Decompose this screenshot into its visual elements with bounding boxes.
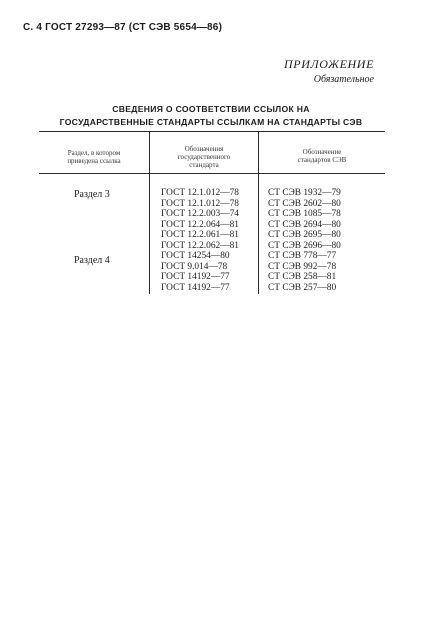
sev-column <box>268 188 341 293</box>
table-top-rule <box>39 131 385 132</box>
sev-entry: СТ СЭВ 258—81 <box>268 272 337 282</box>
sev-entry: СТ СЭВ 992—78 <box>268 261 337 272</box>
sev-entry: СТ СЭВ 2602—80 <box>268 198 341 209</box>
gost-entry: ГОСТ 12.2.003—74 <box>161 209 239 219</box>
column-header-section-line2: приведена ссылка <box>67 157 121 165</box>
appendix-block <box>284 57 374 85</box>
gost-entry: ГОСТ 14254—80 <box>161 251 230 261</box>
column-header-gost-line3: стандарта <box>189 161 219 169</box>
gost-entry: ГОСТ 12.2.064—81 <box>161 219 239 230</box>
column-header-gost-line2: государственного <box>177 153 231 161</box>
column-header-section <box>40 149 148 165</box>
document-title-line1: СВЕДЕНИЯ О СООТВЕТСТВИИ ССЫЛОК НА <box>112 104 310 114</box>
gost-entry: ГОСТ 12.2.061—81 <box>161 230 239 240</box>
appendix-title: ПРИЛОЖЕНИЕ <box>284 57 374 71</box>
sev-entry: СТ СЭВ 1932—79 <box>268 188 341 198</box>
sev-entry: СТ СЭВ 1085—78 <box>268 209 341 219</box>
page-header: С. 4 ГОСТ 27293—87 (СТ СЭВ 5654—86) <box>23 22 223 33</box>
column-header-section-line1: Раздел, в котором <box>67 149 121 157</box>
column-header-gost <box>150 145 258 169</box>
section-label: Раздел 4 <box>74 255 110 266</box>
gost-entry: ГОСТ 12.1.012—78 <box>161 198 239 209</box>
sev-entry: СТ СЭВ 257—80 <box>268 282 337 293</box>
gost-entry: ГОСТ 12.1.012—78 <box>161 188 239 198</box>
sev-entry: СТ СЭВ 2696—80 <box>268 240 341 251</box>
appendix-subtitle: Обязательное <box>313 74 374 85</box>
gost-entry: ГОСТ 12.2.062—81 <box>161 240 239 251</box>
section-label: Раздел 3 <box>74 189 110 200</box>
sev-entry: СТ СЭВ 2695—80 <box>268 230 341 240</box>
column-header-sev-line1: Обозначение <box>302 148 342 156</box>
sev-entry: СТ СЭВ 2694—80 <box>268 219 341 230</box>
gost-entry: ГОСТ 14192—77 <box>161 282 230 293</box>
column-header-gost-line1: Обозначения <box>184 145 224 153</box>
column-header-sev <box>259 148 385 164</box>
gost-entry: ГОСТ 14192—77 <box>161 272 230 282</box>
table-header-rule <box>39 173 385 174</box>
sev-entry: СТ СЭВ 778—77 <box>268 251 337 261</box>
column-header-sev-line2: стандартов СЭВ <box>297 156 347 164</box>
document-title <box>40 103 382 129</box>
gost-column <box>161 188 239 293</box>
gost-entry: ГОСТ 9.014—78 <box>161 261 228 272</box>
document-title-line2: ГОСУДАРСТВЕННЫЕ СТАНДАРТЫ ССЫЛКАМ НА СТАНДАРТЫ СЭВ <box>59 117 363 127</box>
